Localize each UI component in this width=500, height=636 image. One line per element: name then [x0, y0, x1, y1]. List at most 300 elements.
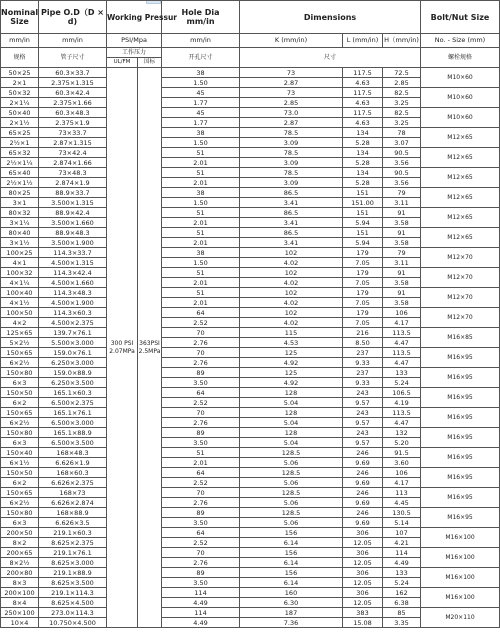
- k-dim-cell: 6.14: [240, 578, 343, 588]
- l-dim-cell: 5.94: [343, 238, 383, 248]
- nominal-size-cell: 150×65: [1, 408, 39, 418]
- h-dim-cell: 3.35: [383, 618, 421, 628]
- table-row: [1, 268, 500, 278]
- bolt-size-cell: M16×95: [421, 348, 500, 368]
- pipe-od-cell: 8.625×4.500: [39, 598, 107, 608]
- pipe-od-cell: 6.626×1.9: [39, 458, 107, 468]
- l-dim-cell: 306: [343, 588, 383, 598]
- table-row: [1, 468, 500, 478]
- k-dim-cell: 115: [240, 328, 343, 338]
- k-dim-cell: 5.06: [240, 498, 343, 508]
- k-dim-cell: 2.85: [240, 98, 343, 108]
- hole-dia-cell: 38: [162, 248, 240, 258]
- nominal-size-cell: 6×2½: [1, 358, 39, 368]
- h-dim-cell: 4.21: [383, 538, 421, 548]
- spec-body: [1, 68, 500, 628]
- h-dim-cell: 79: [383, 248, 421, 258]
- nominal-size-cell: 4×1¼: [1, 278, 39, 288]
- nominal-size-cell: 150×50: [1, 388, 39, 398]
- nominal-size-cell: 150×40: [1, 448, 39, 458]
- h-dim-cell: 133: [383, 368, 421, 378]
- pipe-od-cell: 60.3×42.4: [39, 88, 107, 98]
- bolt-size-cell: M12×65: [421, 148, 500, 168]
- k-dim-cell: 5.04: [240, 418, 343, 428]
- bolt-size-cell: M16×100: [421, 568, 500, 588]
- bolt-size-cell: M16×95: [421, 508, 500, 528]
- h-dim-cell: 90.5: [383, 148, 421, 158]
- nominal-size-cell: 100×25: [1, 248, 39, 258]
- table-row: [1, 288, 500, 298]
- table-row: [1, 148, 500, 158]
- pipe-od-cell: 219.1×60.3: [39, 528, 107, 538]
- k-dim-cell: 128: [240, 408, 343, 418]
- bolt-size-cell: M12×70: [421, 288, 500, 308]
- nominal-size-cell: 150×50: [1, 468, 39, 478]
- l-dim-cell: 5.28: [343, 138, 383, 148]
- pipe-od-cell: 6.626×2.375: [39, 478, 107, 488]
- nominal-size-cell: 5×2½: [1, 338, 39, 348]
- l-dim-cell: 7.05: [343, 298, 383, 308]
- pipe-od-cell: 3.500×1.900: [39, 238, 107, 248]
- hole-unit: mm/in: [162, 34, 240, 48]
- k-dim-cell: 3.41: [240, 198, 343, 208]
- h-dim-cell: 91: [383, 208, 421, 218]
- pipe-od-cell: 10.750×4.500: [39, 618, 107, 628]
- pipe-od-cell: 114.3×48.3: [39, 288, 107, 298]
- nominal-size-cell: 6×3: [1, 518, 39, 528]
- k-dim-cell: 78.5: [240, 148, 343, 158]
- h-dim-cell: 3.25: [383, 98, 421, 108]
- l-dim-cell: 134: [343, 148, 383, 158]
- l-dim-cell: 8.50: [343, 338, 383, 348]
- nominal-size-cell: 200×100: [1, 588, 39, 598]
- nominal-size-cell: 150×65: [1, 488, 39, 498]
- l-dim-cell: 151: [343, 208, 383, 218]
- k-dim-cell: 102: [240, 248, 343, 258]
- pipe-od-cell: 219.1×76.1: [39, 548, 107, 558]
- hole-dia-cell: 2.01: [162, 458, 240, 468]
- nominal-size-cell: 2×1¼: [1, 98, 39, 108]
- bolt-size-cell: M10×60: [421, 88, 500, 108]
- nominal-size-cell: 200×50: [1, 528, 39, 538]
- hole-dia-cell: 1.50: [162, 258, 240, 268]
- k-dim-cell: 7.36: [240, 618, 343, 628]
- k-dim-cell: 128.5: [240, 448, 343, 458]
- pipe-od-cell: 8.625×3.000: [39, 558, 107, 568]
- l-dim-cell: 9.69: [343, 458, 383, 468]
- hole-dia-cell: 64: [162, 308, 240, 318]
- l-dim-cell: 134: [343, 128, 383, 138]
- bolt-size-cell: M20×110: [421, 608, 500, 628]
- h-dim-cell: 113.5: [383, 408, 421, 418]
- table-row: [1, 168, 500, 178]
- h-dim-cell: 114: [383, 548, 421, 558]
- pipe-od-cell: 159.0×88.9: [39, 368, 107, 378]
- l-dim-cell: 306: [343, 548, 383, 558]
- nominal-size-cell: 3×1½: [1, 238, 39, 248]
- l-dim-cell: 4.63: [343, 118, 383, 128]
- working-pressure-unit: PSI/Mpa: [107, 34, 162, 48]
- hole-dia-cell: 70: [162, 488, 240, 498]
- hole-cn-label: 开孔尺寸: [162, 48, 240, 68]
- h-dim-cell: 5.24: [383, 578, 421, 588]
- bolt-size-cell: M16×100: [421, 528, 500, 548]
- pipe-od-cell: 6.626×2.874: [39, 498, 107, 508]
- hole-dia-cell: 38: [162, 128, 240, 138]
- table-row: [1, 388, 500, 398]
- l-dim-cell: 246: [343, 468, 383, 478]
- pressure-ul-fm-cell: 300 PSI 2.07MPa: [107, 68, 138, 628]
- pipe-od-cell: 114.3×42.4: [39, 268, 107, 278]
- l-dim-cell: 5.94: [343, 218, 383, 228]
- l-dim-cell: 9.33: [343, 358, 383, 368]
- nominal-cn-label: 规格: [1, 48, 39, 68]
- k-dim-cell: 187: [240, 608, 343, 618]
- nominal-size-cell: 125×65: [1, 328, 39, 338]
- pipe-od-cell: 88.9×42.4: [39, 208, 107, 218]
- nominal-size-cell: 200×65: [1, 548, 39, 558]
- pipe-od-cell: 165.1×88.9: [39, 428, 107, 438]
- h-dim-cell: 3.56: [383, 158, 421, 168]
- h-dim-cell: 5.14: [383, 518, 421, 528]
- pipe-od-cell: 2.375×1.66: [39, 98, 107, 108]
- pipe-od-cell: 6.500×3.000: [39, 418, 107, 428]
- h-dim-cell: 82.5: [383, 108, 421, 118]
- h-dim-cell: 106: [383, 308, 421, 318]
- k-dim-cell: 86.5: [240, 188, 343, 198]
- l-dim-cell: 7.05: [343, 258, 383, 268]
- hole-dia-cell: 70: [162, 548, 240, 558]
- h-dim-cell: 4.49: [383, 558, 421, 568]
- table-row: [1, 448, 500, 458]
- hole-dia-header: Hole Dia mm/in: [162, 1, 240, 34]
- k-dim-cell: 156: [240, 528, 343, 538]
- l-dim-cell: 12.05: [343, 578, 383, 588]
- table-row: [1, 68, 500, 78]
- l-dim-cell: 5.28: [343, 178, 383, 188]
- table-row: [1, 488, 500, 498]
- pipe-od-cell: 73×33.7: [39, 128, 107, 138]
- pipe-od-cell: 88.9×33.7: [39, 188, 107, 198]
- hole-dia-cell: 2.01: [162, 158, 240, 168]
- hole-dia-cell: 70: [162, 348, 240, 358]
- l-dim-cell: 9.69: [343, 498, 383, 508]
- k-dim-cell: 4.92: [240, 358, 343, 368]
- pipe-od-cell: 165.1×76.1: [39, 408, 107, 418]
- h-dim-cell: 5.20: [383, 438, 421, 448]
- hole-dia-cell: 51: [162, 208, 240, 218]
- hole-dia-cell: 1.50: [162, 198, 240, 208]
- bolt-size-cell: M12×65: [421, 228, 500, 248]
- hole-dia-cell: 2.76: [162, 358, 240, 368]
- nominal-size-cell: 6×2½: [1, 418, 39, 428]
- bolt-size-cell: M16×100: [421, 548, 500, 568]
- l-dim-cell: 7.05: [343, 318, 383, 328]
- pipe-od-header: Pipe O.D（D × d): [39, 1, 107, 34]
- k-dim-cell: 128.5: [240, 508, 343, 518]
- hole-dia-cell: 70: [162, 328, 240, 338]
- k-dim-cell: 156: [240, 548, 343, 558]
- l-dim-cell: 246: [343, 488, 383, 498]
- pipe-od-cell: 73×42.4: [39, 148, 107, 158]
- table-row: [1, 248, 500, 258]
- units-row: [1, 34, 500, 48]
- hole-dia-cell: 38: [162, 188, 240, 198]
- l-dim-cell: 243: [343, 388, 383, 398]
- bolt-unit: No. - Size (mm): [421, 34, 500, 48]
- hole-dia-cell: 51: [162, 168, 240, 178]
- h-dim-cell: 130.5: [383, 508, 421, 518]
- nominal-size-cell: 3×1¼: [1, 218, 39, 228]
- h-dim-cell: 3.58: [383, 278, 421, 288]
- nominal-size-cell: 150×80: [1, 368, 39, 378]
- l-dim-cell: 9.69: [343, 478, 383, 488]
- nominal-size-cell: 50×25: [1, 68, 39, 78]
- nominal-size-cell: 150×80: [1, 428, 39, 438]
- l-dim-cell: 179: [343, 308, 383, 318]
- hole-dia-cell: 2.52: [162, 478, 240, 488]
- nominal-size-cell: 80×32: [1, 208, 39, 218]
- pipe-od-cell: 8.625×3.500: [39, 578, 107, 588]
- dimensions-header: Dimensions: [240, 1, 421, 34]
- nominal-size-cell: 150×80: [1, 508, 39, 518]
- h-dim-cell: 5.24: [383, 378, 421, 388]
- nominal-size-cell: 100×40: [1, 288, 39, 298]
- l-dim-cell: 306: [343, 528, 383, 538]
- l-dim-cell: 246: [343, 448, 383, 458]
- h-dim-cell: 113: [383, 488, 421, 498]
- nominal-size-cell: 65×40: [1, 168, 39, 178]
- pipe-od-cell: 2.874×1.9: [39, 178, 107, 188]
- pipe-od-cell: 6.500×3.500: [39, 438, 107, 448]
- bolt-size-cell: M12×70: [421, 268, 500, 288]
- nominal-size-cell: 6×2: [1, 398, 39, 408]
- h-dim-cell: 91: [383, 268, 421, 278]
- table-row: [1, 108, 500, 118]
- nominal-size-cell: 6×3: [1, 378, 39, 388]
- hole-dia-cell: 1.50: [162, 138, 240, 148]
- bolt-size-cell: M12×65: [421, 208, 500, 228]
- h-dim-cell: 107: [383, 528, 421, 538]
- nominal-size-cell: 100×32: [1, 268, 39, 278]
- table-row: [1, 568, 500, 578]
- hole-dia-cell: 2.01: [162, 298, 240, 308]
- l-dim-cell: 179: [343, 268, 383, 278]
- nominal-size-cell: 4×1½: [1, 298, 39, 308]
- l-dim-cell: 243: [343, 428, 383, 438]
- table-row: [1, 88, 500, 98]
- k-dim-cell: 6.14: [240, 538, 343, 548]
- nominal-size-cell: 2½×1: [1, 138, 39, 148]
- bolt-size-cell: M16×100: [421, 588, 500, 608]
- k-dim-cell: 73.0: [240, 108, 343, 118]
- l-dim-cell: 117.5: [343, 88, 383, 98]
- pipe-od-cell: 114.3×60.3: [39, 308, 107, 318]
- k-dim-cell: 128.5: [240, 488, 343, 498]
- k-dim-cell: 5.06: [240, 458, 343, 468]
- k-dim-cell: 128: [240, 428, 343, 438]
- nominal-unit: mm/in: [1, 34, 39, 48]
- pipe-od-cell: 168×48.3: [39, 448, 107, 458]
- k-dim-cell: 86.5: [240, 228, 343, 238]
- bolt-size-cell: M12×65: [421, 128, 500, 148]
- table-row: [1, 428, 500, 438]
- h-dim-cell: 3.25: [383, 118, 421, 128]
- pipe-od-cell: 168×60.3: [39, 468, 107, 478]
- k-dim-cell: 3.09: [240, 178, 343, 188]
- l-dim-cell: 12.05: [343, 598, 383, 608]
- l-dim-cell: 306: [343, 568, 383, 578]
- header-row: [1, 1, 500, 34]
- h-dim-cell: 4.45: [383, 498, 421, 508]
- h-unit: H（mm/in): [383, 34, 421, 48]
- pipe-od-cell: 219.1×88.9: [39, 568, 107, 578]
- table-row: [1, 408, 500, 418]
- l-dim-cell: 15.08: [343, 618, 383, 628]
- pipe-od-cell: 219.1×114.3: [39, 588, 107, 598]
- hole-dia-cell: 3.50: [162, 518, 240, 528]
- pipe-od-cell: 4.500×1.660: [39, 278, 107, 288]
- nominal-size-cell: 65×25: [1, 128, 39, 138]
- pipe-od-cell: 4.500×1.315: [39, 258, 107, 268]
- k-dim-cell: 4.53: [240, 338, 343, 348]
- h-dim-cell: 132: [383, 428, 421, 438]
- k-unit: K (mm/in): [240, 34, 343, 48]
- l-dim-cell: 117.5: [343, 108, 383, 118]
- pipe-od-cell: 6.500×2.375: [39, 398, 107, 408]
- h-dim-cell: 4.17: [383, 318, 421, 328]
- k-dim-cell: 4.02: [240, 278, 343, 288]
- hole-dia-cell: 51: [162, 148, 240, 158]
- hole-dia-cell: 51: [162, 448, 240, 458]
- pipe-od-cell: 6.250×3.500: [39, 378, 107, 388]
- hole-dia-cell: 51: [162, 228, 240, 238]
- bolt-size-cell: M16×95: [421, 368, 500, 388]
- working-pressure-header: Working Pressur: [107, 1, 162, 34]
- l-dim-cell: 9.69: [343, 518, 383, 528]
- hole-dia-cell: 3.50: [162, 378, 240, 388]
- l-dim-cell: 4.63: [343, 78, 383, 88]
- h-dim-cell: 4.17: [383, 478, 421, 488]
- l-dim-cell: 243: [343, 408, 383, 418]
- k-dim-cell: 5.04: [240, 438, 343, 448]
- l-dim-cell: 179: [343, 288, 383, 298]
- nominal-size-cell: 6×3: [1, 438, 39, 448]
- pipe-od-cell: 60.3×48.3: [39, 108, 107, 118]
- hole-dia-cell: 1.77: [162, 118, 240, 128]
- hole-dia-cell: 64: [162, 388, 240, 398]
- h-dim-cell: 3.58: [383, 238, 421, 248]
- h-dim-cell: 3.11: [383, 258, 421, 268]
- bolt-nut-header: Bolt/Nut Size: [421, 1, 500, 34]
- bolt-size-cell: M12×65: [421, 188, 500, 208]
- table-row: [1, 528, 500, 538]
- h-dim-cell: 4.47: [383, 418, 421, 428]
- h-dim-cell: 106.5: [383, 388, 421, 398]
- h-dim-cell: 2.85: [383, 78, 421, 88]
- h-dim-cell: 78: [383, 128, 421, 138]
- h-dim-cell: 3.07: [383, 138, 421, 148]
- k-dim-cell: 73: [240, 68, 343, 78]
- nominal-size-cell: 8×2½: [1, 558, 39, 568]
- l-dim-cell: 12.05: [343, 558, 383, 568]
- table-row: [1, 128, 500, 138]
- h-dim-cell: 6.38: [383, 598, 421, 608]
- l-dim-cell: 134: [343, 168, 383, 178]
- bolt-size-cell: M12×65: [421, 168, 500, 188]
- h-dim-cell: 133: [383, 568, 421, 578]
- pipe-od-cell: 4.500×2.375: [39, 318, 107, 328]
- k-dim-cell: 4.92: [240, 378, 343, 388]
- l-dim-cell: 151: [343, 228, 383, 238]
- hole-dia-cell: 2.01: [162, 178, 240, 188]
- h-dim-cell: 79: [383, 188, 421, 198]
- k-dim-cell: 3.41: [240, 218, 343, 228]
- k-dim-cell: 5.06: [240, 518, 343, 528]
- bolt-size-cell: M16×85: [421, 328, 500, 348]
- hole-dia-cell: 64: [162, 528, 240, 538]
- pipe-od-cell: 2.87×1.315: [39, 138, 107, 148]
- hole-dia-cell: 2.76: [162, 498, 240, 508]
- l-dim-cell: 9.57: [343, 418, 383, 428]
- nominal-size-cell: 8×3: [1, 578, 39, 588]
- k-dim-cell: 3.09: [240, 158, 343, 168]
- k-dim-cell: 160: [240, 588, 343, 598]
- nominal-size-header: Nominal Size: [1, 1, 39, 34]
- hole-dia-cell: 2.52: [162, 398, 240, 408]
- bolt-size-cell: M10×60: [421, 68, 500, 88]
- cn-label-row: [1, 48, 500, 58]
- k-dim-cell: 5.06: [240, 478, 343, 488]
- bolt-size-cell: M16×95: [421, 448, 500, 468]
- k-dim-cell: 86.5: [240, 208, 343, 218]
- l-dim-cell: 383: [343, 608, 383, 618]
- hole-dia-cell: 3.50: [162, 578, 240, 588]
- hole-dia-cell: 45: [162, 108, 240, 118]
- k-dim-cell: 156: [240, 568, 343, 578]
- nominal-size-cell: 100×50: [1, 308, 39, 318]
- l-dim-cell: 9.57: [343, 398, 383, 408]
- l-dim-cell: 237: [343, 368, 383, 378]
- nominal-size-cell: 65×32: [1, 148, 39, 158]
- k-dim-cell: 78.5: [240, 128, 343, 138]
- table-row: [1, 228, 500, 238]
- hole-dia-cell: 3.50: [162, 438, 240, 448]
- pipe-od-cell: 114.3×33.7: [39, 248, 107, 258]
- bolt-size-cell: M16×95: [421, 388, 500, 408]
- nominal-size-cell: 200×80: [1, 568, 39, 578]
- k-dim-cell: 2.87: [240, 78, 343, 88]
- nominal-size-cell: 80×40: [1, 228, 39, 238]
- h-dim-cell: 91: [383, 288, 421, 298]
- pipe-od-cell: 2.375×1.315: [39, 78, 107, 88]
- h-dim-cell: 4.47: [383, 338, 421, 348]
- l-dim-cell: 237: [343, 348, 383, 358]
- k-dim-cell: 125: [240, 368, 343, 378]
- pipe-od-cell: 165.1×60.3: [39, 388, 107, 398]
- l-dim-cell: 5.28: [343, 158, 383, 168]
- k-dim-cell: 4.02: [240, 258, 343, 268]
- nominal-size-cell: 80×25: [1, 188, 39, 198]
- hole-dia-cell: 114: [162, 608, 240, 618]
- k-dim-cell: 6.30: [240, 598, 343, 608]
- nominal-size-cell: 3×1: [1, 198, 39, 208]
- hole-dia-cell: 89: [162, 368, 240, 378]
- hole-dia-cell: 4.49: [162, 618, 240, 628]
- table-row: [1, 208, 500, 218]
- k-dim-cell: 4.02: [240, 318, 343, 328]
- h-dim-cell: 3.58: [383, 218, 421, 228]
